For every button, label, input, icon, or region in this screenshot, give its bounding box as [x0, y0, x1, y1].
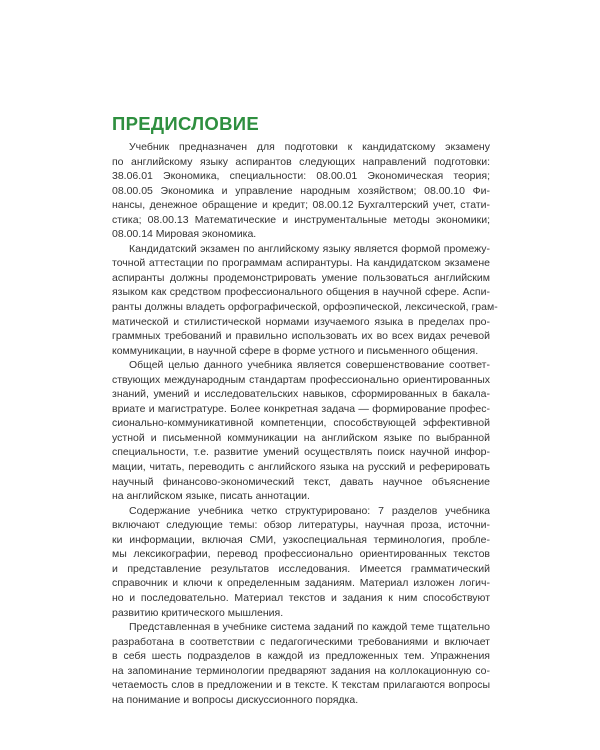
text-line: научный финансово-экономический текст, давать научное объяснение — [112, 475, 490, 488]
text-line: 08.00.05 Экономика и управление народным хозяйством; 08.00.10 Фи- — [112, 184, 490, 197]
text-line: ствующих международным стандартам профессионально ориентированных — [112, 373, 490, 386]
text-line: коммуникации, в научной сфере в форме устного и письменного общения. — [112, 344, 479, 357]
text-line: справочник и ключи к определенным заданиям. Материал изложен логич- — [112, 577, 490, 590]
paragraph — [112, 358, 490, 503]
text-line: устной и письменной коммуникации на английском языке по выбранной — [112, 431, 490, 444]
text-line: Содержание учебника четко структурировано: 7 разделов учебника — [129, 504, 490, 517]
text-line: матической и стилистической нормами изучаемого языка в пределах про- — [112, 315, 490, 328]
paragraph — [112, 504, 490, 620]
text-line: на понимание и вопросы дискуссионного порядка. — [112, 693, 359, 706]
text-line: языком как средством профессионального общения в научной сфере. Аспи- — [112, 286, 490, 299]
text-line: Представленная в учебнике система заданий по каждой теме тщательно — [129, 621, 490, 634]
text-line: сионально-коммуникативной компетенции, способствующей эффективной — [112, 417, 490, 430]
text-line: специальности, т.е. развитие умений осуществлять поиск научной инфор- — [112, 446, 490, 459]
text-line: включают следующие темы: обзор литературы, научная проза, источни- — [112, 519, 490, 532]
text-line: развитию критического мышления. — [112, 606, 284, 619]
paragraph — [112, 620, 490, 707]
text-line: стика; 08.00.13 Математические и инструментальные методы экономики; — [112, 213, 490, 226]
text-line: вриате и магистратуре. Более конкретная задача — формирование профес- — [112, 402, 490, 415]
body-text — [112, 140, 498, 707]
text-line: Кандидатский экзамен по английскому языку является формой промежу- — [129, 242, 490, 255]
text-line: знаний, умений и исследовательских навыков, сформированных в бакала- — [112, 388, 490, 401]
text-line: точной аттестации по программам аспирантуры. На кандидатском экзамене — [112, 257, 490, 270]
page-title: ПРЕДИСЛОВИЕ — [112, 113, 260, 134]
text-line: и представление результатов исследования. Имеется грамматический — [112, 562, 490, 575]
text-line: Общей целью данного учебника является совершенствование соответ- — [129, 359, 490, 372]
text-line: 38.06.01 Экономика, специальности: 08.00.01 Экономическая теория; — [112, 170, 490, 183]
text-line: ранты должны владеть орфографической, орфоэпической, лексической, грам- — [112, 301, 498, 314]
text-line: по английскому языку аспирантов следующих направлений подготовки: — [112, 155, 490, 168]
text-line: Учебник предназначен для подготовки к кандидатскому экзамену — [129, 141, 490, 153]
text-line: в себя шесть подразделов в каждой из предложенных тем. Упражнения — [112, 650, 490, 663]
paragraph — [112, 242, 498, 358]
paragraph — [112, 140, 490, 242]
text-line: четаемость слов в предложении и в тексте. К текстам прилагаются вопросы — [112, 679, 490, 692]
text-line: 08.00.14 Мировая экономика. — [112, 228, 257, 241]
text-line: разработана в соответствии с педагогическими требованиями и включает — [112, 635, 490, 648]
text-line: на запоминание терминологии предваряют задания на коллокационную со- — [112, 664, 490, 677]
text-line: мации, читать, переводить с английского языка на русский и реферировать — [112, 461, 490, 474]
text-line: но и последовательно. Материал текстов и задания к ним способствуют — [112, 591, 490, 604]
text-line: на английском языке, писать аннотации. — [112, 490, 310, 503]
text-line: мы лексикографии, перевод профессионально ориентированных текстов — [112, 548, 490, 561]
text-line: ки информации, включая СМИ, узкоспециальная терминология, пробле- — [112, 533, 490, 546]
text-line: аспиранты должны продемонстрировать умение пользоваться английским — [112, 271, 490, 284]
text-line: нансы, денежное обращение и кредит; 08.00.12 Бухгалтерский учет, стати- — [112, 199, 490, 212]
text-line: граммных требований и правильно использовать их во всех видах речевой — [112, 330, 490, 343]
